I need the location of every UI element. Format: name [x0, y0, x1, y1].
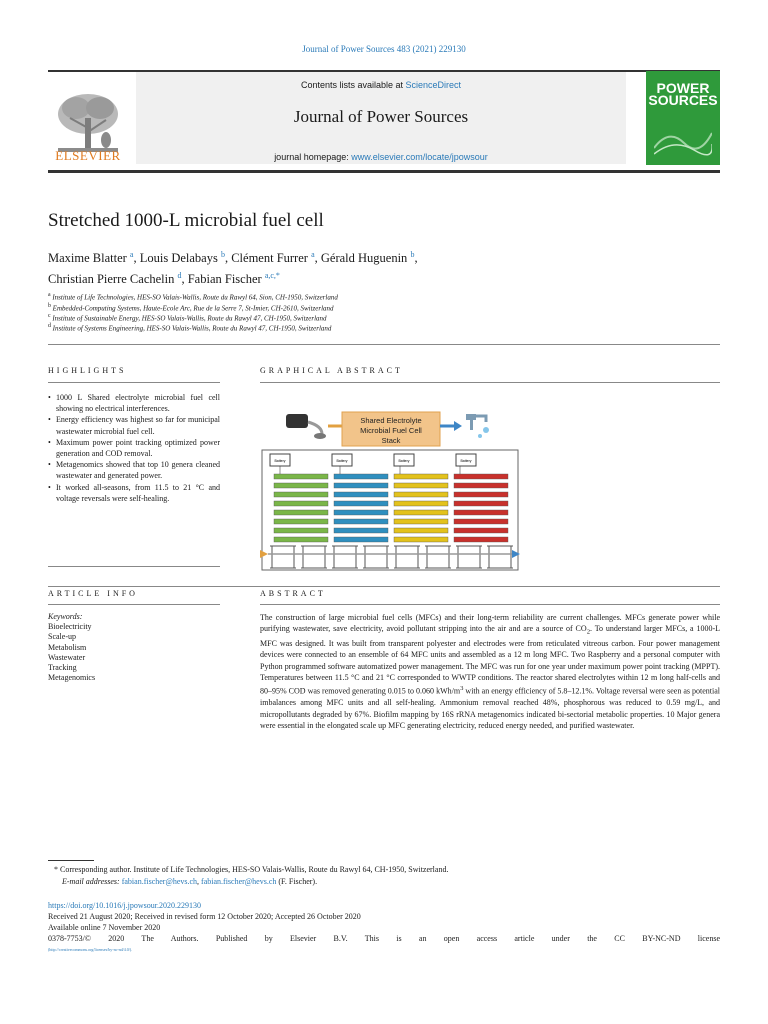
- affiliation-d: [48, 323, 331, 332]
- affiliation-a: [48, 292, 338, 301]
- homepage-link[interactable]: www.elsevier.com/locate/jpowsour: [351, 152, 488, 162]
- journal-homepage: [136, 152, 626, 162]
- battery-label: Battery: [336, 459, 348, 463]
- contents-line: [136, 80, 626, 90]
- mfc-unit: [334, 501, 388, 506]
- mfc-unit: [394, 537, 448, 542]
- mfc-unit: [274, 501, 328, 506]
- mfc-unit: [274, 492, 328, 497]
- cover-title: [646, 82, 720, 106]
- mfc-unit: [454, 537, 508, 542]
- box-label-2: Microbial Fuel Cell: [360, 426, 422, 435]
- journal-title: Journal of Power Sources: [293, 107, 469, 126]
- keyword-item: Metabolism: [48, 642, 87, 652]
- author-2[interactable]: [140, 251, 225, 265]
- keyword-item: Tracking: [48, 663, 77, 673]
- inflow-arrow-icon: [260, 550, 268, 558]
- mfc-unit: [454, 501, 508, 506]
- mfc-unit: [274, 537, 328, 542]
- affiliation-text: Institute of Systems Engineering, HES-SO Valais-Wallis, Route du Rawyl 47, CH-1950, Switzerland: [52, 324, 332, 333]
- author-3[interactable]: [231, 251, 314, 265]
- email-link[interactable]: fabian.fischer@hevs.ch: [201, 877, 277, 886]
- doi-link[interactable]: https://doi.org/10.1016/j.jpowsour.2020.229130: [48, 901, 201, 910]
- box-label-1: Shared Electrolyte: [360, 416, 422, 425]
- email-link[interactable]: fabian.fischer@hevs.ch: [121, 877, 198, 886]
- graphical-abstract-rule: [260, 382, 720, 383]
- reactor-stand: [456, 546, 482, 568]
- article-info-heading: ARTICLE INFO: [48, 589, 138, 598]
- abstract-heading: ABSTRACT: [260, 589, 326, 598]
- mfc-unit: [274, 519, 328, 524]
- mfc-unit: [394, 474, 448, 479]
- reactor-stand: [394, 546, 420, 568]
- cover-title-line2: SOURCES: [648, 92, 718, 108]
- abstract-part: . To understand larger MFCs, a 1000-L MFC was designed. It was built from transparent polyester and electrodes were from reticulated vitreous carbon. Four power management devices were connected to an ensemble of 64 MFC units and assembled as a 12 m long MFC. Two Raspberry and a personal computer with Python programmed software automatized power management. The MFC was run for one year under maximum power point tracking (MPPT). Temperatures between 11.5 °C and 21 °C corresponded to WWTP conditions. The reactor shared electrolytes within 12 m long half-cells and 80–95% COD was removed generating 0.015 to 0.060 kWh/m: [260, 624, 721, 697]
- mfc-unit: [454, 510, 508, 515]
- author-separator: ,: [224, 251, 232, 266]
- elsevier-wordmark: ELSEVIER: [55, 148, 121, 163]
- keywords-block: [48, 612, 220, 683]
- author-separator: ,: [181, 272, 188, 287]
- battery-label: Battery: [274, 459, 286, 463]
- mfc-unit: [394, 501, 448, 506]
- affiliation-mark: c: [48, 313, 51, 319]
- mfc-unit: [454, 474, 508, 479]
- author-name: Gérald Huguenin: [320, 251, 408, 266]
- mfc-unit: [394, 483, 448, 488]
- keyword-item: Metagenomics: [48, 673, 96, 683]
- affiliation-c: [48, 313, 327, 322]
- article-title: Stretched 1000-L microbial fuel cell: [48, 210, 324, 231]
- battery-box: [270, 454, 290, 466]
- mfc-unit: [454, 519, 508, 524]
- author-separator: ,: [314, 251, 321, 266]
- affiliation-text: Institute of Life Technologies, HES-SO Valais-Wallis, Route du Rawyl 64, Sion, CH-1950, Switzerland: [52, 293, 338, 302]
- header-rule-bottom: [48, 170, 720, 173]
- graphical-abstract-figure[interactable]: [260, 408, 522, 580]
- author-list: [48, 246, 720, 288]
- battery-box: [332, 454, 352, 466]
- author-name: Maxime Blatter: [48, 251, 127, 266]
- homepage-prefix: journal homepage:: [274, 152, 352, 162]
- mfc-unit: [334, 519, 388, 524]
- mfc-unit: [394, 492, 448, 497]
- mfc-unit: [334, 528, 388, 533]
- battery-box: [456, 454, 476, 466]
- author-name: Clément Furrer: [231, 251, 308, 266]
- mfc-unit: [334, 492, 388, 497]
- author-affiliation-mark[interactable]: b: [220, 250, 225, 259]
- graphical-abstract-heading: GRAPHICAL ABSTRACT: [260, 366, 403, 375]
- mfc-unit: [394, 519, 448, 524]
- mfc-unit: [454, 492, 508, 497]
- abstract-subscript: 2: [586, 628, 591, 636]
- received-dates: Received 21 August 2020; Received in revised form 12 October 2020; Accepted 26 October 2020: [48, 912, 361, 921]
- mfc-unit: [274, 528, 328, 533]
- section-divider: [48, 344, 720, 345]
- reactor-stand: [332, 546, 358, 568]
- highlight-item: • Metagenomics showed that top 10 genera cleaned wastewater and generated power.: [48, 459, 220, 481]
- author-1[interactable]: [48, 251, 133, 265]
- corresponding-author-note: * Corresponding author. Institute of Life Technologies, HES-SO Valais-Wallis, Route du Rawyl 64, CH-1950, Switzerland.: [54, 865, 449, 874]
- mfc-unit: [454, 528, 508, 533]
- mfc-unit: [334, 537, 388, 542]
- keyword-item: Scale-up: [48, 632, 76, 642]
- publication-info: [48, 900, 720, 955]
- footnotes: [48, 864, 720, 888]
- author-affiliation-mark[interactable]: a,c,*: [264, 271, 280, 281]
- author-name: Louis Delabays: [139, 251, 218, 266]
- keyword-item: Wastewater: [48, 652, 86, 662]
- reactor-stands: [268, 546, 513, 568]
- cover-title-line1: POWER: [656, 80, 710, 96]
- mfc-unit: [334, 483, 388, 488]
- mfc-unit: [454, 483, 508, 488]
- keyword-item: Bioelectricity: [48, 622, 92, 632]
- highlight-item: • 1000 L Shared electrolyte microbial fuel cell showing no electrical interferences.: [48, 392, 220, 414]
- affiliation-mark: b: [48, 303, 51, 309]
- author-affiliation-mark[interactable]: a: [311, 250, 315, 259]
- author-affiliation-mark[interactable]: d: [177, 271, 182, 281]
- faucet-icon: [466, 414, 489, 438]
- highlights-heading: HIGHLIGHTS: [48, 366, 127, 375]
- author-affiliation-mark[interactable]: b: [410, 250, 415, 259]
- reactor-stand: [270, 546, 296, 568]
- online-date: Available online 7 November 2020: [48, 923, 161, 932]
- author-name: Christian Pierre Cachelin: [48, 272, 175, 287]
- section-divider: [48, 586, 720, 587]
- reactor-stand: [363, 546, 389, 568]
- sciencedirect-link[interactable]: ScienceDirect: [405, 80, 462, 90]
- outflow-arrow-icon: [512, 550, 520, 558]
- affiliation-mark: d: [48, 323, 51, 329]
- cover-art-icon: [654, 118, 712, 158]
- wastewater-tank-icon: [286, 414, 326, 439]
- affiliation-text: Embedded-Computing Systems, Haute-Ecole Arc, Rue de la Serre 7, St-Imier, CH-2610, Switzerland: [52, 304, 334, 313]
- reactor-stand: [487, 546, 513, 568]
- author-affiliation-mark[interactable]: a: [129, 250, 134, 259]
- email-separator: ,: [197, 877, 202, 886]
- author-name: Fabian Fischer: [187, 272, 262, 287]
- email-line: [48, 876, 720, 888]
- author-separator: ,: [414, 251, 418, 266]
- highlight-item: • Energy efficiency was highest so far for municipal wastewater microbial fuel cell.: [48, 414, 220, 436]
- mfc-unit: [274, 483, 328, 488]
- highlight-item: • It worked all-seasons, from 11.5 to 21 °C and voltage reversals were self-healing.: [48, 482, 220, 504]
- journal-reference[interactable]: Journal of Power Sources 483 (2021) 229130: [302, 44, 466, 54]
- abstract-text: [260, 612, 720, 731]
- battery-box: [394, 454, 414, 466]
- author-4[interactable]: [320, 250, 418, 266]
- mfc-unit: [394, 510, 448, 515]
- contents-prefix: Contents lists available at: [300, 80, 406, 90]
- reactor-stand: [425, 546, 451, 568]
- author-separator: ,: [133, 251, 140, 266]
- abstract-part: The construction of large microbial fuel cells (MFCs) and their long-term reliability are current challenges. MFCs generate power while purifying wastewater, save electricity, avoid pollutant stripping into the air and are a source of CO: [260, 613, 720, 634]
- battery-label: Battery: [460, 459, 472, 463]
- mfc-unit: [274, 474, 328, 479]
- mfc-unit: [274, 510, 328, 515]
- author-6[interactable]: [188, 272, 280, 286]
- box-label-3: Stack: [381, 436, 401, 445]
- highlights-bottom-rule: [48, 566, 220, 567]
- affiliation-mark: a: [48, 292, 51, 298]
- highlights-list: [48, 392, 220, 504]
- mfc-stack-group: [274, 466, 508, 542]
- arrow-head-icon: [454, 421, 462, 431]
- author-5[interactable]: [48, 272, 181, 286]
- battery-label: Battery: [398, 459, 410, 463]
- article-info-rule: [48, 604, 220, 605]
- abstract-part: with an energy efficiency of 5.8–12.1%. Voltage reversal were seen as potential imbalances among MFC units and all self-healing. Ammonium removal reached 48%, phosphorous was reduced to 0.59 mg/L, and micropollutants degraded by 67%. Biofilm mapping by 16S rRNA metagenomics indicated bi-sectorial metabolic properties. 10 Major genera were essential in the elongated scale up MFC generating electricity, reduced energy needed, and purified wastewater.: [260, 687, 720, 730]
- license-statement: 0378-7753/© 2020 The Authors. Published by Elsevier B.V. This is an open access article under the CC BY-NC-ND license: [48, 934, 720, 943]
- keywords-label: Keywords:: [48, 612, 83, 621]
- email-suffix: (F. Fischer).: [276, 877, 318, 886]
- mfc-unit: [394, 528, 448, 533]
- reactor-stand: [301, 546, 327, 568]
- email-label: E-mail addresses:: [62, 877, 120, 886]
- abstract-rule: [260, 604, 720, 605]
- mfc-unit: [334, 474, 388, 479]
- affiliation-b: [48, 303, 334, 312]
- highlight-item: • Maximum power point tracking optimized power generation and COD removal.: [48, 437, 220, 459]
- highlights-rule: [48, 382, 220, 383]
- abstract-superscript: 3: [460, 685, 464, 693]
- license-link[interactable]: (http://creativecommons.org/licenses/by-nc-nd/4.0/).: [48, 947, 133, 952]
- mfc-unit: [334, 510, 388, 515]
- affiliation-text: Institute of Sustainable Energy, HES-SO Valais-Wallis, Route du Rawyl 47, CH-1950, Switzerland: [52, 314, 327, 323]
- footnote-rule: [48, 860, 94, 861]
